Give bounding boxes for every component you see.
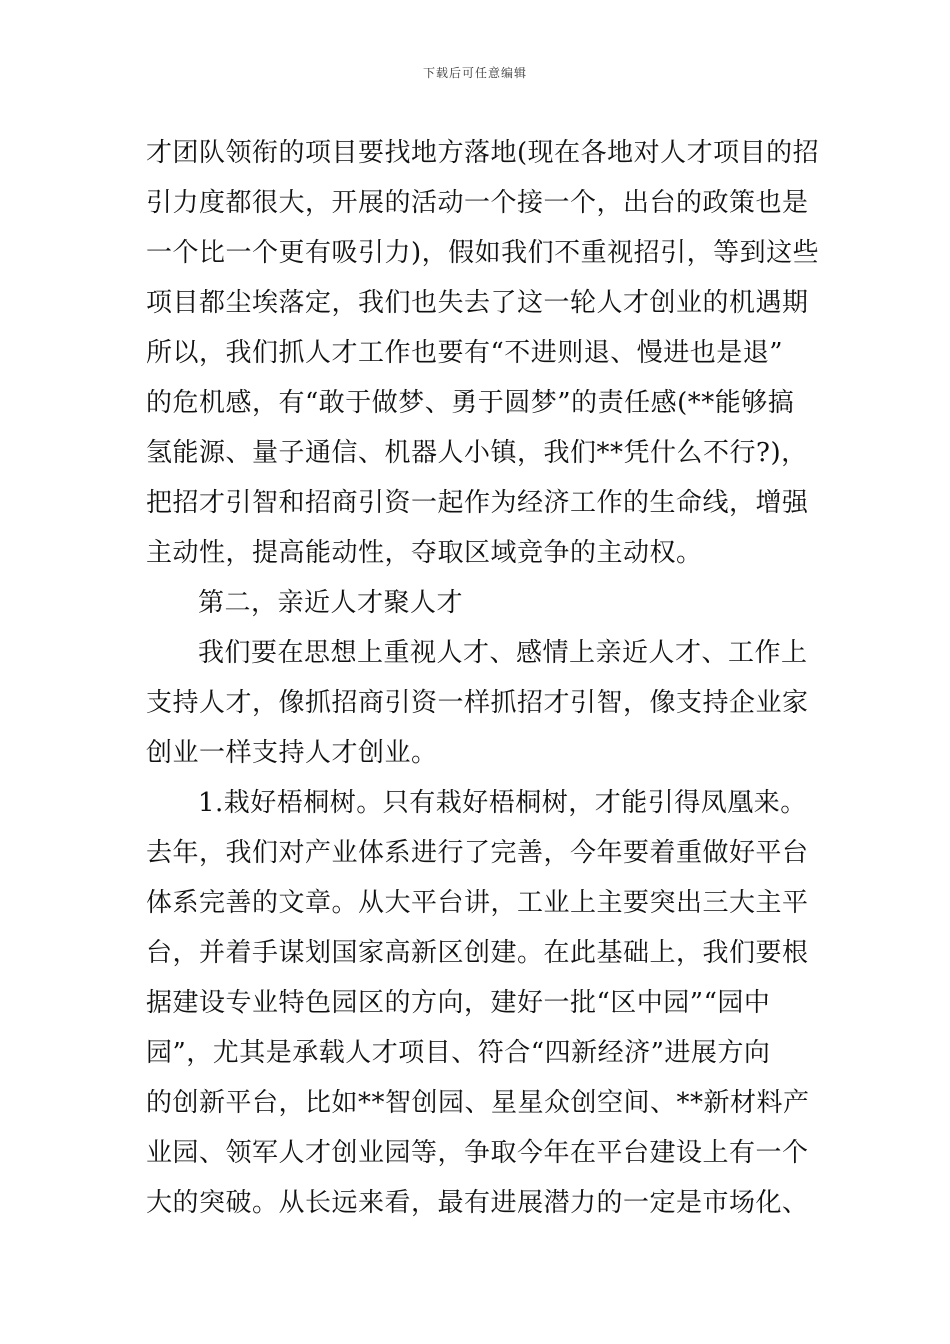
text-line: 去年，我们对产业体系进行了完善，今年要着重做好平台 xyxy=(146,838,809,868)
text-line: 创业一样支持人才创业。 xyxy=(146,738,438,768)
page-header: 下载后可任意编辑 xyxy=(422,66,527,80)
text-line: 体系完善的文章。从大平台讲，工业上主要突出三大主平 xyxy=(146,888,809,918)
text-line: 一个比一个更有吸引力)，假如我们不重视招引，等到这些 xyxy=(146,238,820,268)
text-line: 所以，我们抓人才工作也要有“不进则退、慢进也是退” xyxy=(146,338,784,368)
text-line: 的创新平台，比如**智创园、星星众创空间、**新材料产 xyxy=(146,1088,810,1118)
section-heading: 第二，亲近人才聚人才 xyxy=(198,588,464,618)
text-line: 大的突破。从长远来看，最有进展潜力的一定是市场化、 xyxy=(146,1188,809,1218)
text-line: 把招才引智和招商引资一起作为经济工作的生命线，增强 xyxy=(146,488,809,518)
list-item-heading: 1.栽好梧桐树。只有栽好梧桐树，才能引得凤凰来。 xyxy=(198,788,807,818)
text-line: 支持人才，像抓招商引资一样抓招才引智，像支持企业家 xyxy=(146,688,809,718)
text-line: 氢能源、量子通信、机器人小镇，我们**凭什么不行?)， xyxy=(146,438,808,468)
text-line: 台，并着手谋划国家高新区创建。在此基础上，我们要根 xyxy=(146,938,809,968)
text-line: 园”，尤其是承载人才项目、符合“四新经济”进展方向 xyxy=(146,1038,771,1068)
text-line: 主动性，提高能动性，夺取区域竞争的主动权。 xyxy=(146,538,703,568)
text-line: 才团队领衔的项目要找地方落地(现在各地对人才项目的招 xyxy=(146,138,820,168)
text-line: 据建设专业特色园区的方向，建好一批“区中园”“园中 xyxy=(146,988,771,1018)
text-line: 项目都尘埃落定，我们也失去了这一轮人才创业的机遇期 xyxy=(146,288,809,318)
paragraph-start: 我们要在思想上重视人才、感情上亲近人才、工作上 xyxy=(198,638,808,668)
text-line: 的危机感，有“敢于做梦、勇于圆梦”的责任感(**能够搞 xyxy=(146,388,795,418)
document-body xyxy=(146,128,820,1228)
text-line: 业园、领军人才创业园等，争取今年在平台建设上有一个 xyxy=(146,1138,809,1168)
text-line: 引力度都很大，开展的活动一个接一个，出台的政策也是 xyxy=(146,188,809,218)
